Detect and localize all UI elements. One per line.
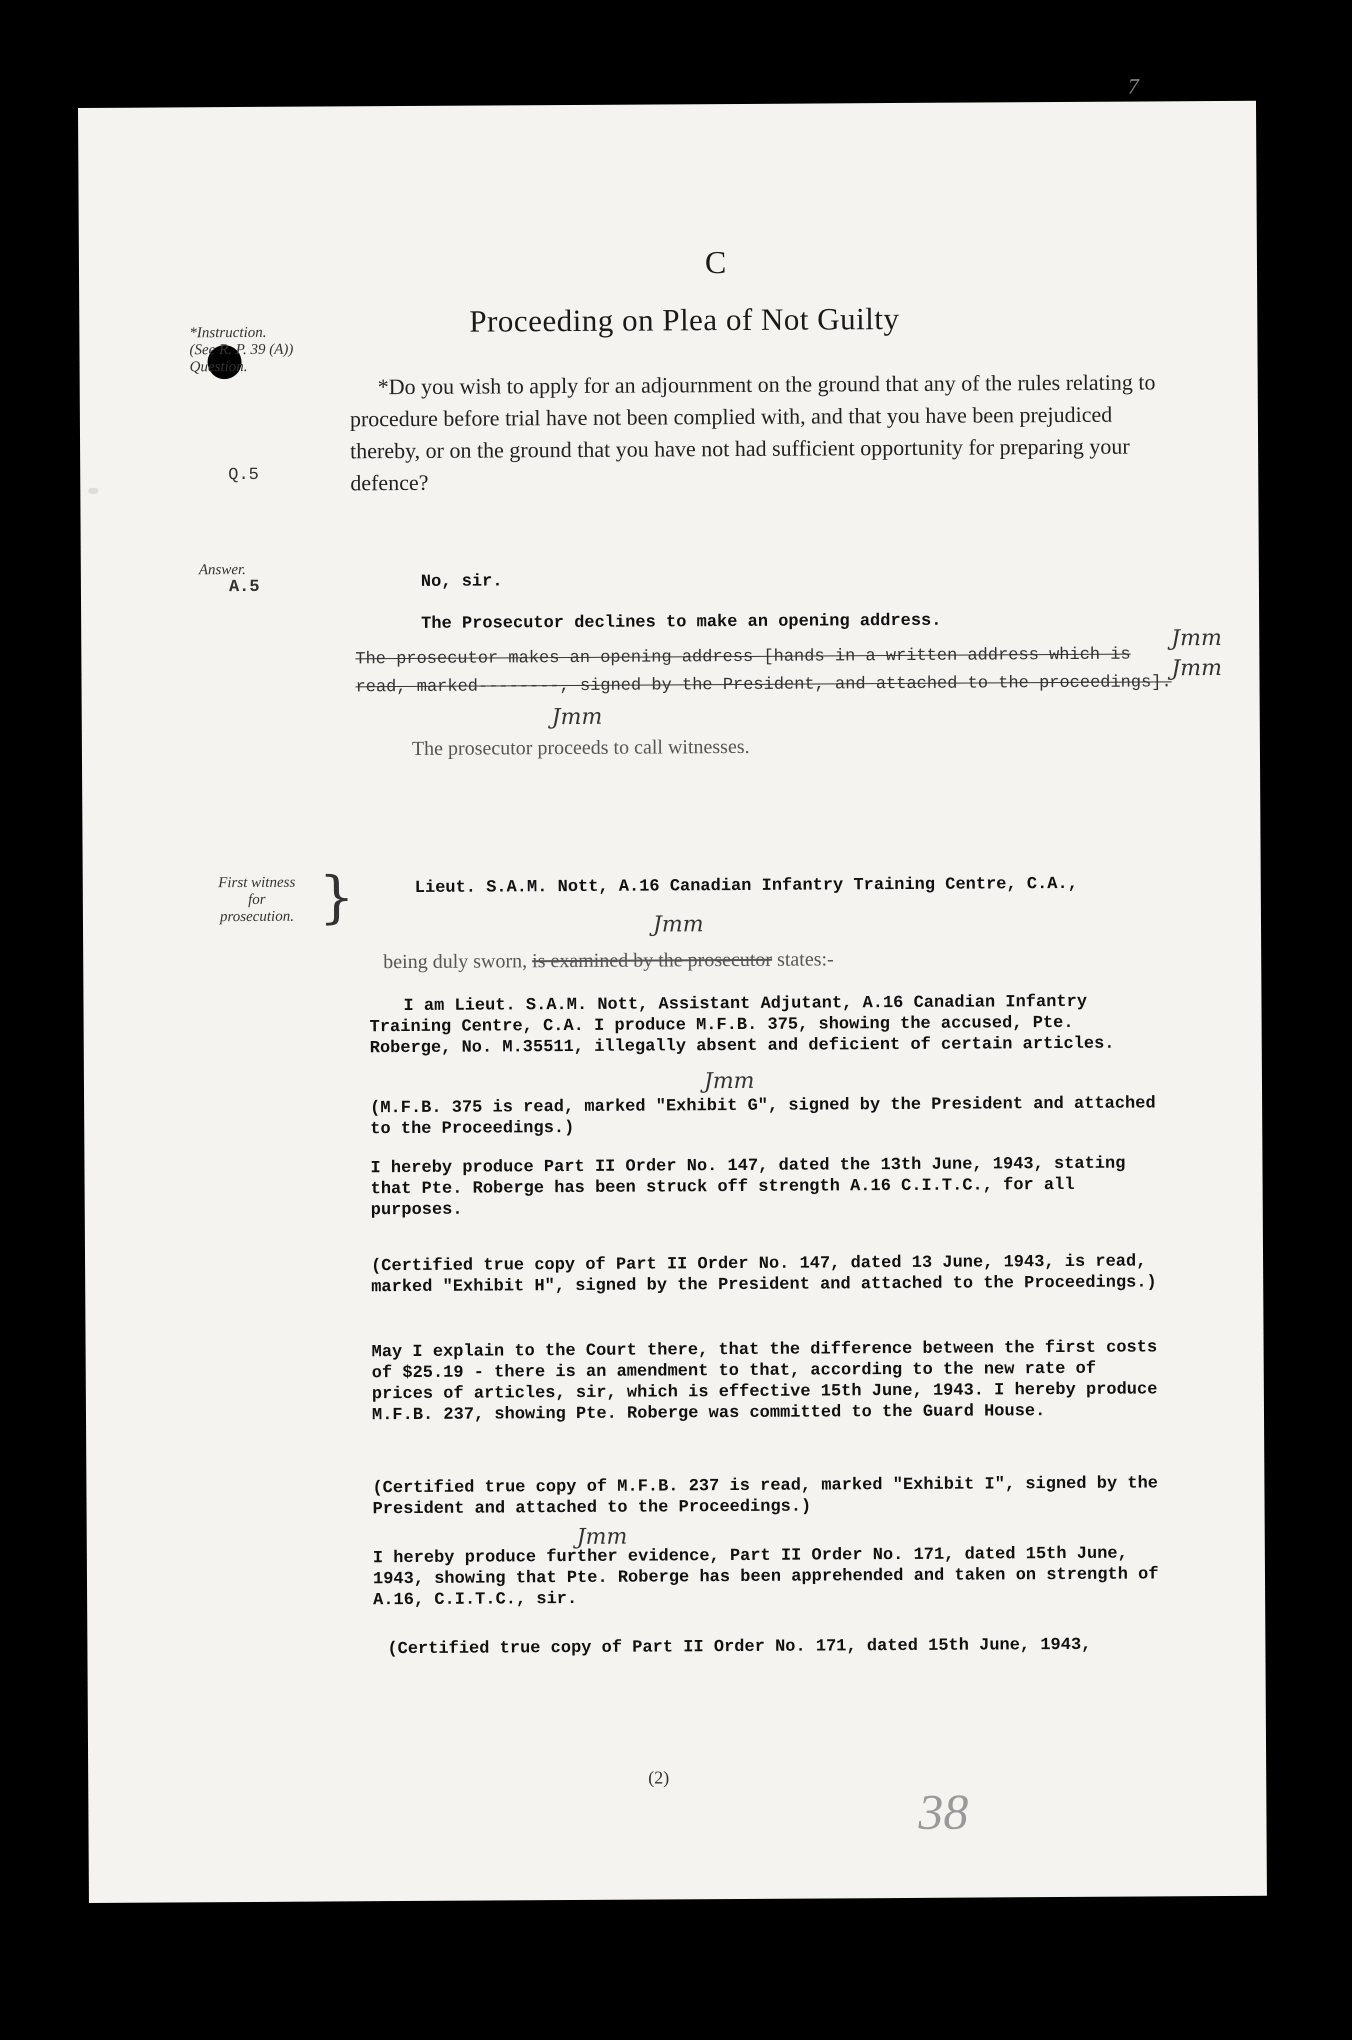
margin-witness-line2: for bbox=[248, 891, 266, 908]
speck bbox=[88, 488, 98, 494]
page-mark: 7 bbox=[1127, 73, 1139, 99]
testimony-paragraph-1: I am Lieut. S.A.M. Nott, Assistant Adjutant, A.16 Canadian Infantry Training Centre, C.A. I produce M.F.B. 375, showing the accused, Pte. Roberge, No. M.35511, illegally absent and deficient of certain articles. bbox=[369, 992, 1115, 1059]
margin-q-number: Q.5 bbox=[228, 465, 259, 486]
testimony-paragraph-3: I hereby produce Part II Order No. 147, dated the 13th June, 1943, stating that Pte. Roberge has been struck off strength A.16 C.I.T.C., for all purposes. bbox=[370, 1154, 1126, 1221]
page-title: Proceeding on Plea of Not Guilty bbox=[469, 300, 900, 339]
prosecutor-declines: The Prosecutor declines to make an opening address. bbox=[421, 611, 942, 634]
initials-5: Jmm bbox=[703, 1068, 755, 1095]
sworn-suffix: states:- bbox=[776, 948, 834, 971]
margin-instruction-line1: *Instruction. bbox=[189, 324, 267, 342]
witness-name: Lieut. S.A.M. Nott, A.16 Canadian Infantry Training Centre, C.A., bbox=[414, 874, 1078, 898]
margin-instruction bbox=[189, 325, 293, 377]
testimony-paragraph-8: (Certified true copy of Part II Order No. 171, dated 15th June, 1943, bbox=[387, 1635, 1092, 1660]
initials-6: Jmm bbox=[576, 1524, 628, 1550]
question-text: *Do you wish to apply for an adjournment on the ground that any of the rules relating to procedure before trial have not been complied with, and that you have been prejudiced thereby, or on the ground that you have not had sufficient opportunity for preparing your defence? bbox=[349, 369, 1156, 496]
sworn-prefix: being duly sworn, bbox=[383, 950, 528, 974]
sworn-struck: is examined by the prosecutor bbox=[532, 948, 773, 973]
document-page bbox=[78, 73, 1267, 1903]
section-letter: C bbox=[704, 244, 727, 281]
initials-1: Jmm bbox=[1171, 626, 1222, 652]
sworn-line bbox=[383, 948, 834, 974]
testimony-paragraph-6: (Certified true copy of M.F.B. 237 is read, marked "Exhibit I", signed by the President and attached to the Proceedings.) bbox=[372, 1474, 1159, 1520]
testimony-paragraph-2: (M.F.B. 375 is read, marked "Exhibit G", signed by the President and attached to the Proceedings.) bbox=[370, 1094, 1156, 1140]
margin-answer-label: Answer. bbox=[198, 561, 246, 579]
struck-out-text: The prosecutor makes an opening address [hands in a written address which is read, marked--------, signed by the President, and attached to the proceedings]. bbox=[355, 645, 1172, 698]
margin-instruction-line2: (See R. P. 39 (A)) bbox=[189, 341, 294, 359]
testimony-paragraph-4: (Certified true copy of Part II Order No. 147, dated 13 June, 1943, is read, marked "Exhibit H", signed by the President and attached to the Proceedings.) bbox=[371, 1252, 1157, 1298]
footer-page-number: (2) bbox=[648, 1767, 670, 1788]
folio-number: 38 bbox=[918, 1783, 969, 1840]
initials-4: Jmm bbox=[652, 912, 704, 938]
testimony-paragraph-5: May I explain to the Court there, that the difference between the first costs of $25.19 - there is an amendment to that, according to the new rate of prices of articles, sir, which is effective 15th June, 1943. I hereby produce M.F.B. 237, showing Pte. Roberge was committed to the Guard House. bbox=[371, 1338, 1158, 1426]
margin-witness-line1: First witness bbox=[218, 874, 296, 892]
margin-witness bbox=[201, 875, 313, 927]
brace-icon: } bbox=[318, 865, 355, 931]
testimony-paragraph-7: I hereby produce further evidence, Part II Order No. 171, dated 15th June, 1943, showing that Pte. Roberge has been apprehended and taken on strength of A.16, C.I.T.C., sir. bbox=[372, 1544, 1159, 1611]
initials-2: Jmm bbox=[1171, 656, 1223, 682]
call-witnesses: The prosecutor proceeds to call witnesses. bbox=[411, 735, 750, 760]
initials-3: Jmm bbox=[551, 704, 603, 731]
answer-text: No, sir. bbox=[420, 572, 503, 592]
margin-question-label: Question. bbox=[189, 358, 248, 376]
margin-a-number: A.5 bbox=[228, 577, 260, 598]
margin-witness-line3: prosecution. bbox=[219, 908, 295, 926]
